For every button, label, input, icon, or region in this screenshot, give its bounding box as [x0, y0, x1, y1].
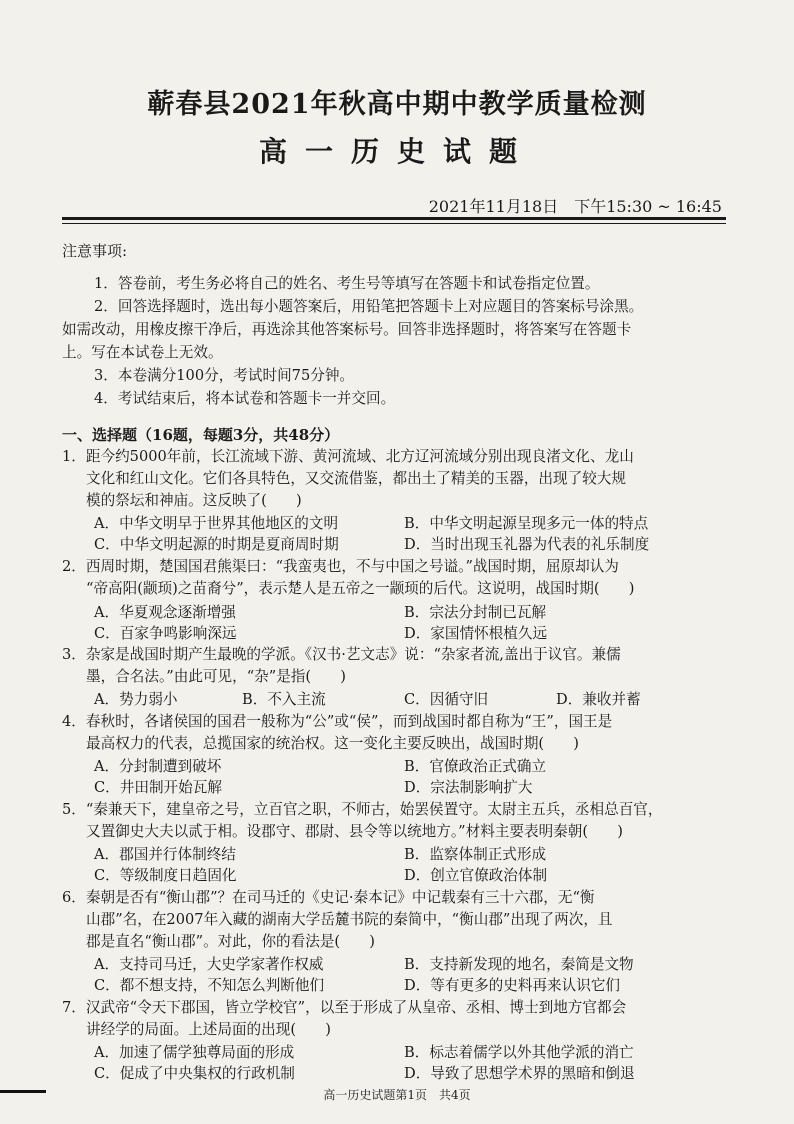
q3-option-d: D．兼收并蓄 [556, 691, 641, 708]
notice-item-2: 2．回答选择题时，选出每小题答案后，用铅笔把答题卡上对应题目的答案标号涂黑。 [94, 298, 644, 315]
q5-stem-line1: 5．“秦兼天下，建皇帝之号，立百官之职，不师古，始罢侯置守。太尉主五兵，丞相总百官， [62, 801, 663, 818]
q1-option-b: B．中华文明起源呈现多元一体的特点 [404, 515, 649, 532]
q7-option-b: B．标志着儒学以外其他学派的消亡 [404, 1044, 634, 1061]
q5-stem-line2: 又置御史大夫以贰于相。设郡守、郡尉、县令等以统地方。”材料主要表明秦朝( ) [86, 823, 623, 840]
q2-option-d: D．家国情怀根植久远 [404, 625, 548, 642]
q1-stem-line2: 文化和红山文化。它们各具特色，又交流借鉴，都出土了精美的玉器，出现了较大规 [86, 470, 626, 487]
q1-option-c: C．中华文明起源的时期是夏商周时期 [94, 536, 339, 553]
q7-stem-line2: 讲经学的局面。上述局面的出现( ) [86, 1021, 331, 1038]
q2-option-b: B．宗法分封制已瓦解 [404, 604, 547, 621]
q1-option-a: A．中华文明早于世界其他地区的文明 [94, 515, 339, 532]
q5-option-b: B．监察体制正式形成 [404, 846, 547, 863]
notice-item-4: 4．考试结束后，将本试卷和答题卡一并交回。 [94, 390, 396, 407]
q7-option-d: D．导致了思想学术界的黑暗和倒退 [404, 1065, 635, 1082]
q6-option-d: D．等有更多的史料再来认识它们 [404, 977, 621, 994]
page-footer: 高一历史试题第1页 共4页 [323, 1088, 471, 1102]
q4-stem-line1: 4．春秋时，各诸侯国的国君一般称为“公”或“侯”，而到战国时都自称为“王”，国王是 [62, 713, 613, 730]
exam-title: 蕲春县2021年秋高中期中教学质量检测 [147, 89, 647, 120]
q4-option-a: A．分封制遭到破坏 [94, 758, 222, 775]
notice-heading: 注意事项: [62, 242, 128, 260]
q6-option-a: A．支持司马迁，大史学家著作权威 [94, 956, 324, 973]
header-rule-thin [62, 223, 726, 224]
q7-stem-line1: 7．汉武帝“令天下郡国，皆立学校官”，以至于形成了从皇帝、丞相、博士到地方官都会 [62, 999, 627, 1016]
q3-option-b: B．不入主流 [242, 691, 326, 708]
q6-stem-line2: 山郡”名，在2007年入藏的湖南大学岳麓书院的秦简中，“衡山郡”出现了两次，且 [86, 911, 613, 928]
q6-option-c: C．都不想支持，不知怎么判断他们 [94, 977, 325, 994]
q3-option-c: C．因循守旧 [404, 691, 489, 708]
notice-item-1: 1．答卷前，考生务必将自己的姓名、考生号等填写在答题卡和试卷指定位置。 [94, 275, 600, 292]
q5-option-d: D．创立官僚政治体制 [404, 867, 548, 884]
q2-option-c: C．百家争鸣影响深远 [94, 625, 237, 642]
q1-stem-line3: 模的祭坛和神庙。这反映了( ) [86, 492, 302, 509]
q4-option-c: C．井田制开始瓦解 [94, 779, 222, 796]
q6-stem-line3: 郡是直名“衡山郡”。对此，你的看法是( ) [86, 933, 375, 950]
q2-stem-line2: “帝高阳(颛顼)之苗裔兮”，表示楚人是五帝之一颛顼的后代。这说明，战国时期( ) [86, 580, 635, 597]
q1-option-d: D．当时出现玉礼器为代表的礼乐制度 [404, 536, 650, 553]
notice-item-2-end: 上。写在本试卷上无效。 [62, 344, 223, 361]
q2-option-a: A．华夏观念逐渐增强 [94, 604, 236, 621]
q3-stem-line1: 3．杂家是战国时期产生最晚的学派。《汉书·艺文志》说：“杂家者流,盖出于议官。兼儒 [62, 646, 621, 663]
q3-stem-line2: 墨，合名法。”由此可见，“杂”是指( ) [86, 668, 346, 685]
scan-edge-mark [0, 1090, 46, 1093]
exam-datetime: 2021年11月18日 下午15:30 ~ 16:45 [428, 197, 722, 216]
exam-subtitle: 高一历史试题 [258, 135, 535, 168]
q4-option-d: D．宗法制影响扩大 [404, 779, 533, 796]
q5-option-a: A．郡国并行体制终结 [94, 846, 236, 863]
header-rule-thick [62, 217, 726, 220]
q6-option-b: B．支持新发现的地名，秦简是文物 [404, 956, 634, 973]
q1-stem-line1: 1．距今约5000年前，长江流域下游、黄河流域、北方辽河流域分别出现良渚文化、龙山 [62, 448, 634, 465]
q3-option-a: A．势力弱小 [94, 691, 178, 708]
notice-item-2-cont: 如需改动，用橡皮擦干净后，再选涂其他答案标号。回答非选择题时，将答案写在答题卡 [62, 321, 632, 338]
section-heading: 一、选择题（16题，每题3分，共48分） [62, 426, 340, 444]
q6-stem-line1: 6．秦朝是否有“衡山郡”？在司马迁的《史记·秦本记》中记载秦有三十六郡，无“衡 [62, 889, 595, 906]
q7-option-c: C．促成了中央集权的行政机制 [94, 1065, 295, 1082]
q4-stem-line2: 最高权力的代表，总揽国家的统治权。这一变化主要反映出，战国时期( ) [86, 735, 579, 752]
q2-stem-line1: 2．西周时期，楚国国君熊渠曰：“我蛮夷也，不与中国之号谥。”战国时期，屈原却认为 [62, 558, 619, 575]
q5-option-c: C．等级制度日趋固化 [94, 867, 237, 884]
q7-option-a: A．加速了儒学独尊局面的形成 [94, 1044, 295, 1061]
notice-item-3: 3．本卷满分100分，考试时间75分钟。 [94, 367, 355, 384]
q4-option-b: B．官僚政治正式确立 [404, 758, 547, 775]
